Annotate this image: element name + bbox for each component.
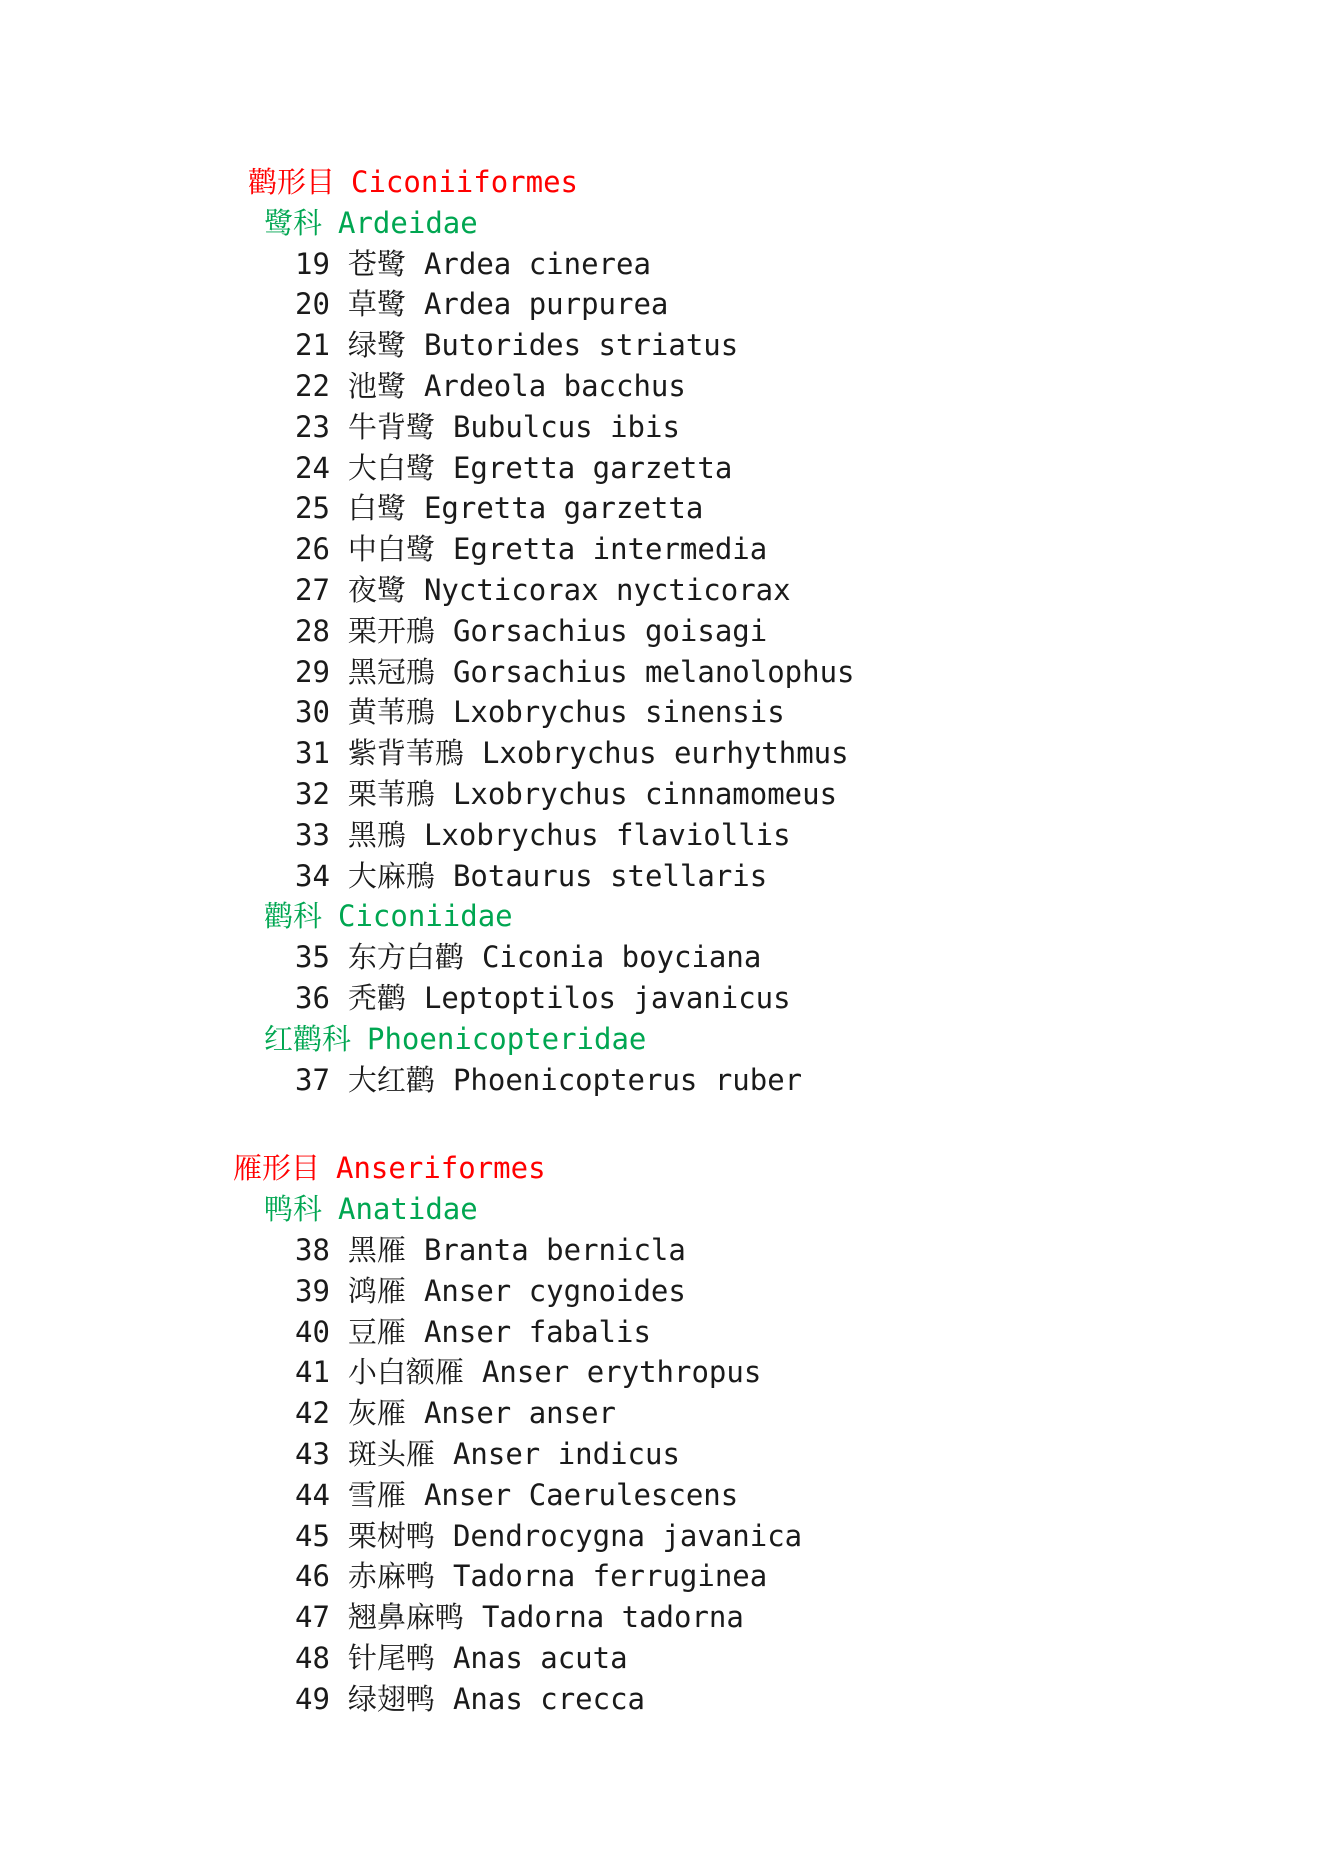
species-row bbox=[0, 1638, 1323, 1679]
species-row bbox=[0, 529, 1323, 570]
species-chinese-name: 针尾鸭 bbox=[347, 1640, 435, 1675]
species-number: 47 bbox=[295, 1600, 330, 1635]
species-number: 29 bbox=[295, 654, 330, 689]
species-number: 33 bbox=[295, 817, 330, 852]
species-scientific-name: Branta bernicla bbox=[423, 1232, 686, 1267]
family-heading bbox=[0, 203, 1323, 244]
species-chinese-name: 中白鹭 bbox=[347, 532, 435, 567]
species-scientific-name: Bubulcus ibis bbox=[452, 409, 680, 444]
species-row bbox=[0, 488, 1323, 529]
family-chinese-name: 鹭科 bbox=[264, 205, 323, 240]
species-row bbox=[0, 1352, 1323, 1393]
species-row bbox=[0, 978, 1323, 1019]
species-number: 28 bbox=[295, 613, 330, 648]
species-scientific-name: Ardeola bacchus bbox=[423, 368, 686, 403]
family-latin-name: Anatidae bbox=[338, 1192, 478, 1227]
species-row bbox=[0, 1679, 1323, 1720]
species-chinese-name: 栗树鸭 bbox=[347, 1518, 435, 1553]
species-chinese-name: 绿鹭 bbox=[347, 328, 406, 363]
species-row bbox=[0, 815, 1323, 856]
species-number: 26 bbox=[295, 532, 330, 567]
species-chinese-name: 翘鼻麻鸭 bbox=[347, 1600, 464, 1635]
species-chinese-name: 小白额雁 bbox=[347, 1355, 464, 1390]
species-row bbox=[0, 1060, 1323, 1101]
species-scientific-name: Phoenicopterus ruber bbox=[452, 1062, 803, 1097]
species-row bbox=[0, 1597, 1323, 1638]
species-scientific-name: Butorides striatus bbox=[423, 328, 739, 363]
species-scientific-name: Lxobrychus eurhythmus bbox=[481, 736, 849, 771]
family-heading bbox=[0, 1019, 1323, 1060]
species-row bbox=[0, 366, 1323, 407]
family-heading bbox=[0, 896, 1323, 937]
species-number: 27 bbox=[295, 572, 330, 607]
species-chinese-name: 灰雁 bbox=[347, 1396, 406, 1431]
species-number: 42 bbox=[295, 1396, 330, 1431]
family-latin-name: Ardeidae bbox=[338, 205, 478, 240]
species-row bbox=[0, 244, 1323, 285]
species-number: 43 bbox=[295, 1436, 330, 1471]
species-number: 22 bbox=[295, 368, 330, 403]
species-scientific-name: Anas acuta bbox=[452, 1640, 628, 1675]
species-chinese-name: 大白鹭 bbox=[347, 450, 435, 485]
species-chinese-name: 大麻鳽 bbox=[347, 858, 435, 893]
species-row bbox=[0, 1312, 1323, 1353]
species-scientific-name: Botaurus stellaris bbox=[452, 858, 768, 893]
order-chinese-name: 雁形目 bbox=[233, 1151, 321, 1186]
species-chinese-name: 黑冠鳽 bbox=[347, 654, 435, 689]
order-latin-name: Anseriformes bbox=[336, 1151, 546, 1186]
species-row bbox=[0, 407, 1323, 448]
species-scientific-name: Lxobrychus flaviollis bbox=[423, 817, 791, 852]
species-row bbox=[0, 652, 1323, 693]
species-number: 31 bbox=[295, 736, 330, 771]
species-scientific-name: Anser anser bbox=[423, 1396, 616, 1431]
order-heading bbox=[0, 1148, 1323, 1189]
species-number: 44 bbox=[295, 1477, 330, 1512]
species-scientific-name: Gorsachius melanolophus bbox=[452, 654, 855, 689]
family-latin-name: Ciconiidae bbox=[338, 899, 513, 934]
species-row bbox=[0, 733, 1323, 774]
species-number: 20 bbox=[295, 287, 330, 322]
species-row bbox=[0, 774, 1323, 815]
species-chinese-name: 雪雁 bbox=[347, 1477, 406, 1512]
species-number: 34 bbox=[295, 858, 330, 893]
species-number: 45 bbox=[295, 1518, 330, 1553]
species-row bbox=[0, 937, 1323, 978]
species-chinese-name: 苍鹭 bbox=[347, 246, 406, 281]
species-number: 35 bbox=[295, 940, 330, 975]
species-chinese-name: 紫背苇鳽 bbox=[347, 736, 464, 771]
species-scientific-name: Lxobrychus cinnamomeus bbox=[452, 776, 838, 811]
species-scientific-name: Lxobrychus sinensis bbox=[452, 695, 785, 730]
species-chinese-name: 草鹭 bbox=[347, 287, 406, 322]
species-row bbox=[0, 1434, 1323, 1475]
species-number: 32 bbox=[295, 776, 330, 811]
family-heading bbox=[0, 1189, 1323, 1230]
species-number: 23 bbox=[295, 409, 330, 444]
species-chinese-name: 黑鳽 bbox=[347, 817, 406, 852]
species-chinese-name: 栗苇鳽 bbox=[347, 776, 435, 811]
species-chinese-name: 大红鹳 bbox=[347, 1062, 435, 1097]
species-chinese-name: 豆雁 bbox=[347, 1314, 406, 1349]
species-chinese-name: 栗开鳽 bbox=[347, 613, 435, 648]
species-row bbox=[0, 325, 1323, 366]
species-row bbox=[0, 448, 1323, 489]
family-latin-name: Phoenicopteridae bbox=[367, 1021, 647, 1056]
species-number: 37 bbox=[295, 1062, 330, 1097]
species-row bbox=[0, 570, 1323, 611]
species-number: 41 bbox=[295, 1355, 330, 1390]
species-scientific-name: Nycticorax nycticorax bbox=[423, 572, 791, 607]
species-number: 25 bbox=[295, 491, 330, 526]
species-chinese-name: 鸿雁 bbox=[347, 1273, 406, 1308]
species-row bbox=[0, 1516, 1323, 1557]
species-row bbox=[0, 611, 1323, 652]
species-scientific-name: Ardea cinerea bbox=[423, 246, 651, 281]
species-number: 49 bbox=[295, 1681, 330, 1716]
species-scientific-name: Tadorna ferruginea bbox=[452, 1559, 768, 1594]
species-chinese-name: 白鹭 bbox=[347, 491, 406, 526]
species-chinese-name: 黑雁 bbox=[347, 1232, 406, 1267]
species-chinese-name: 赤麻鸭 bbox=[347, 1559, 435, 1594]
species-number: 19 bbox=[295, 246, 330, 281]
species-number: 38 bbox=[295, 1232, 330, 1267]
species-chinese-name: 斑头雁 bbox=[347, 1436, 435, 1471]
family-chinese-name: 鹳科 bbox=[264, 899, 323, 934]
species-number: 39 bbox=[295, 1273, 330, 1308]
species-scientific-name: Egretta intermedia bbox=[452, 532, 768, 567]
species-row bbox=[0, 1271, 1323, 1312]
section-spacer bbox=[0, 1100, 1323, 1148]
species-row bbox=[0, 692, 1323, 733]
species-scientific-name: Ardea purpurea bbox=[423, 287, 669, 322]
species-scientific-name: Dendrocygna javanica bbox=[452, 1518, 803, 1553]
species-scientific-name: Anas crecca bbox=[452, 1681, 645, 1716]
species-scientific-name: Anser indicus bbox=[452, 1436, 680, 1471]
species-scientific-name: Anser erythropus bbox=[481, 1355, 762, 1390]
species-chinese-name: 牛背鹭 bbox=[347, 409, 435, 444]
species-row bbox=[0, 1556, 1323, 1597]
species-chinese-name: 秃鹳 bbox=[347, 980, 406, 1015]
species-list-document bbox=[0, 162, 1323, 1719]
species-number: 46 bbox=[295, 1559, 330, 1594]
order-heading bbox=[0, 162, 1323, 203]
order-latin-name: Ciconiiformes bbox=[351, 165, 578, 199]
species-scientific-name: Egretta garzetta bbox=[452, 450, 733, 485]
species-row bbox=[0, 1475, 1323, 1516]
species-number: 30 bbox=[295, 695, 330, 730]
species-scientific-name: Anser Caerulescens bbox=[423, 1477, 739, 1512]
species-number: 36 bbox=[295, 980, 330, 1015]
species-scientific-name: Gorsachius goisagi bbox=[452, 613, 768, 648]
species-chinese-name: 东方白鹳 bbox=[347, 940, 464, 975]
species-row bbox=[0, 1230, 1323, 1271]
species-number: 40 bbox=[295, 1314, 330, 1349]
species-row bbox=[0, 284, 1323, 325]
species-number: 48 bbox=[295, 1640, 330, 1675]
species-scientific-name: Egretta garzetta bbox=[423, 491, 704, 526]
species-number: 21 bbox=[295, 328, 330, 363]
order-chinese-name: 鹳形目 bbox=[248, 165, 336, 199]
species-row bbox=[0, 1393, 1323, 1434]
species-scientific-name: Leptoptilos javanicus bbox=[423, 980, 791, 1015]
family-chinese-name: 红鹳科 bbox=[264, 1021, 352, 1056]
family-chinese-name: 鸭科 bbox=[264, 1192, 323, 1227]
species-scientific-name: Tadorna tadorna bbox=[481, 1600, 744, 1635]
species-chinese-name: 黄苇鳽 bbox=[347, 695, 435, 730]
species-scientific-name: Anser cygnoides bbox=[423, 1273, 686, 1308]
species-row bbox=[0, 856, 1323, 897]
species-scientific-name: Anser fabalis bbox=[423, 1314, 651, 1349]
species-scientific-name: Ciconia boyciana bbox=[481, 940, 762, 975]
species-chinese-name: 池鹭 bbox=[347, 368, 406, 403]
species-chinese-name: 夜鹭 bbox=[347, 572, 406, 607]
species-number: 24 bbox=[295, 450, 330, 485]
species-chinese-name: 绿翅鸭 bbox=[347, 1681, 435, 1716]
